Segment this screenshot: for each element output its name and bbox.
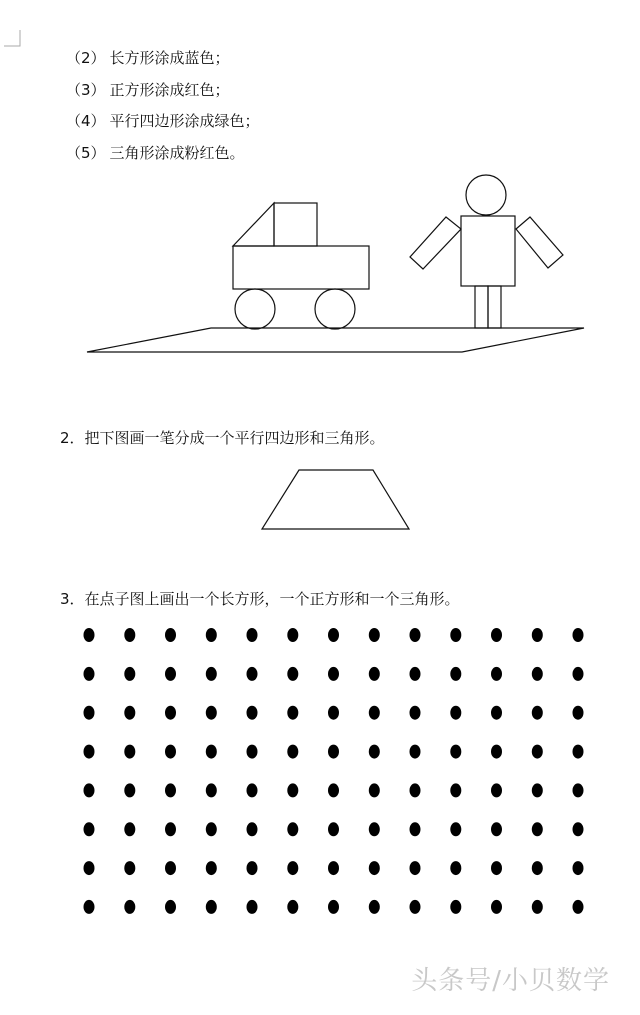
grid-dot bbox=[124, 822, 135, 836]
grid-dot bbox=[450, 783, 461, 797]
grid-dot bbox=[165, 706, 176, 720]
car-cab-square bbox=[274, 203, 317, 246]
grid-dot bbox=[84, 745, 95, 759]
grid-dot bbox=[328, 706, 339, 720]
grid-dot bbox=[532, 861, 543, 875]
grid-dot bbox=[369, 900, 380, 914]
grid-dot bbox=[165, 861, 176, 875]
grid-dot bbox=[532, 745, 543, 759]
grid-dot bbox=[328, 900, 339, 914]
car-body-rectangle bbox=[233, 246, 369, 289]
grid-dot bbox=[247, 706, 258, 720]
grid-dot bbox=[165, 822, 176, 836]
robot-body-rectangle bbox=[461, 216, 515, 286]
grid-dot bbox=[165, 900, 176, 914]
grid-dot bbox=[410, 822, 421, 836]
grid-dot bbox=[491, 783, 502, 797]
grid-dot bbox=[450, 706, 461, 720]
instruction-item-5: （5） 三角形涂成粉红色。 bbox=[66, 144, 245, 162]
grid-dot bbox=[206, 861, 217, 875]
grid-dot bbox=[532, 822, 543, 836]
grid-dot bbox=[532, 628, 543, 642]
grid-dot bbox=[491, 745, 502, 759]
grid-dot bbox=[573, 900, 584, 914]
grid-dot bbox=[573, 667, 584, 681]
grid-dot bbox=[84, 706, 95, 720]
car-rear-wheel-circle bbox=[235, 289, 275, 329]
grid-dot bbox=[328, 822, 339, 836]
grid-dot bbox=[532, 900, 543, 914]
grid-dot bbox=[287, 628, 298, 642]
grid-dot bbox=[206, 783, 217, 797]
grid-dot bbox=[124, 706, 135, 720]
instruction-item-3: （3） 正方形涂成红色； bbox=[66, 81, 230, 99]
instruction-item-2: （2） 长方形涂成蓝色； bbox=[66, 49, 230, 67]
grid-dot bbox=[287, 822, 298, 836]
grid-dot bbox=[410, 628, 421, 642]
grid-dot bbox=[328, 628, 339, 642]
grid-dot bbox=[328, 861, 339, 875]
grid-dot bbox=[573, 628, 584, 642]
grid-dot bbox=[450, 628, 461, 642]
grid-dot bbox=[410, 745, 421, 759]
grid-dot bbox=[328, 667, 339, 681]
grid-dot bbox=[450, 861, 461, 875]
grid-dot bbox=[491, 822, 502, 836]
grid-dot bbox=[410, 900, 421, 914]
trapezoid-shape bbox=[262, 470, 409, 529]
grid-dot bbox=[369, 628, 380, 642]
grid-dot bbox=[369, 745, 380, 759]
grid-dot bbox=[369, 667, 380, 681]
grid-dot bbox=[287, 861, 298, 875]
grid-dot bbox=[206, 706, 217, 720]
grid-dot bbox=[410, 783, 421, 797]
grid-dot bbox=[573, 822, 584, 836]
grid-dot bbox=[124, 745, 135, 759]
grid-dot bbox=[247, 822, 258, 836]
instruction-item-4: （4） 平行四边形涂成绿色； bbox=[66, 112, 260, 130]
car-front-wheel-circle bbox=[315, 289, 355, 329]
grid-dot bbox=[369, 706, 380, 720]
grid-dot bbox=[287, 706, 298, 720]
robot-left-leg-rectangle bbox=[475, 286, 488, 328]
grid-dot bbox=[206, 745, 217, 759]
grid-dot bbox=[84, 861, 95, 875]
grid-dot bbox=[247, 745, 258, 759]
grid-dot bbox=[328, 745, 339, 759]
grid-dot bbox=[247, 628, 258, 642]
grid-dot bbox=[287, 900, 298, 914]
robot-head-circle bbox=[466, 175, 506, 215]
grid-dot bbox=[450, 667, 461, 681]
grid-dot bbox=[206, 822, 217, 836]
robot-right-arm-parallelogram bbox=[516, 217, 563, 268]
grid-dot bbox=[491, 706, 502, 720]
grid-dot bbox=[369, 783, 380, 797]
grid-dot bbox=[410, 706, 421, 720]
robot-right-leg-rectangle bbox=[488, 286, 501, 328]
grid-dot bbox=[124, 861, 135, 875]
grid-dot bbox=[124, 783, 135, 797]
grid-dot bbox=[84, 900, 95, 914]
grid-dot bbox=[84, 822, 95, 836]
grid-dot bbox=[247, 900, 258, 914]
grid-dot bbox=[84, 628, 95, 642]
grid-dot bbox=[206, 628, 217, 642]
grid-dot bbox=[450, 822, 461, 836]
grid-dot bbox=[84, 667, 95, 681]
shapes-picture bbox=[0, 0, 640, 380]
grid-dot bbox=[84, 783, 95, 797]
grid-dot bbox=[369, 861, 380, 875]
grid-dot bbox=[165, 628, 176, 642]
grid-dot bbox=[450, 745, 461, 759]
grid-dot bbox=[573, 861, 584, 875]
grid-dot bbox=[491, 900, 502, 914]
grid-dot bbox=[287, 667, 298, 681]
grid-dot bbox=[124, 628, 135, 642]
grid-dot bbox=[450, 900, 461, 914]
ground-parallelogram bbox=[87, 328, 584, 352]
grid-dot bbox=[287, 783, 298, 797]
question-2: 2．把下图画一笔分成一个平行四边形和三角形。 bbox=[60, 429, 385, 447]
dot-grid[interactable] bbox=[0, 620, 640, 920]
grid-dot bbox=[491, 667, 502, 681]
question-3: 3．在点子图上画出一个长方形，一个正方形和一个三角形。 bbox=[60, 590, 460, 608]
grid-dot bbox=[247, 783, 258, 797]
grid-dot bbox=[206, 900, 217, 914]
grid-dot bbox=[206, 667, 217, 681]
grid-dot bbox=[369, 822, 380, 836]
grid-dot bbox=[532, 706, 543, 720]
grid-dot bbox=[247, 667, 258, 681]
grid-dot bbox=[410, 861, 421, 875]
grid-dot bbox=[247, 861, 258, 875]
grid-dot bbox=[124, 667, 135, 681]
watermark: 头条号/小贝数学 bbox=[411, 966, 610, 996]
grid-dot bbox=[165, 745, 176, 759]
robot-left-arm-parallelogram bbox=[410, 217, 461, 269]
grid-dot bbox=[532, 783, 543, 797]
grid-dot bbox=[165, 667, 176, 681]
grid-dot bbox=[410, 667, 421, 681]
grid-dot bbox=[573, 706, 584, 720]
grid-dot bbox=[287, 745, 298, 759]
grid-dot bbox=[124, 900, 135, 914]
car-windshield-triangle bbox=[233, 203, 274, 246]
grid-dot bbox=[328, 783, 339, 797]
grid-dot bbox=[573, 783, 584, 797]
grid-dot bbox=[573, 745, 584, 759]
trapezoid-figure bbox=[0, 455, 640, 545]
grid-dot bbox=[165, 783, 176, 797]
grid-dot bbox=[532, 667, 543, 681]
grid-dot bbox=[491, 861, 502, 875]
grid-dot bbox=[491, 628, 502, 642]
